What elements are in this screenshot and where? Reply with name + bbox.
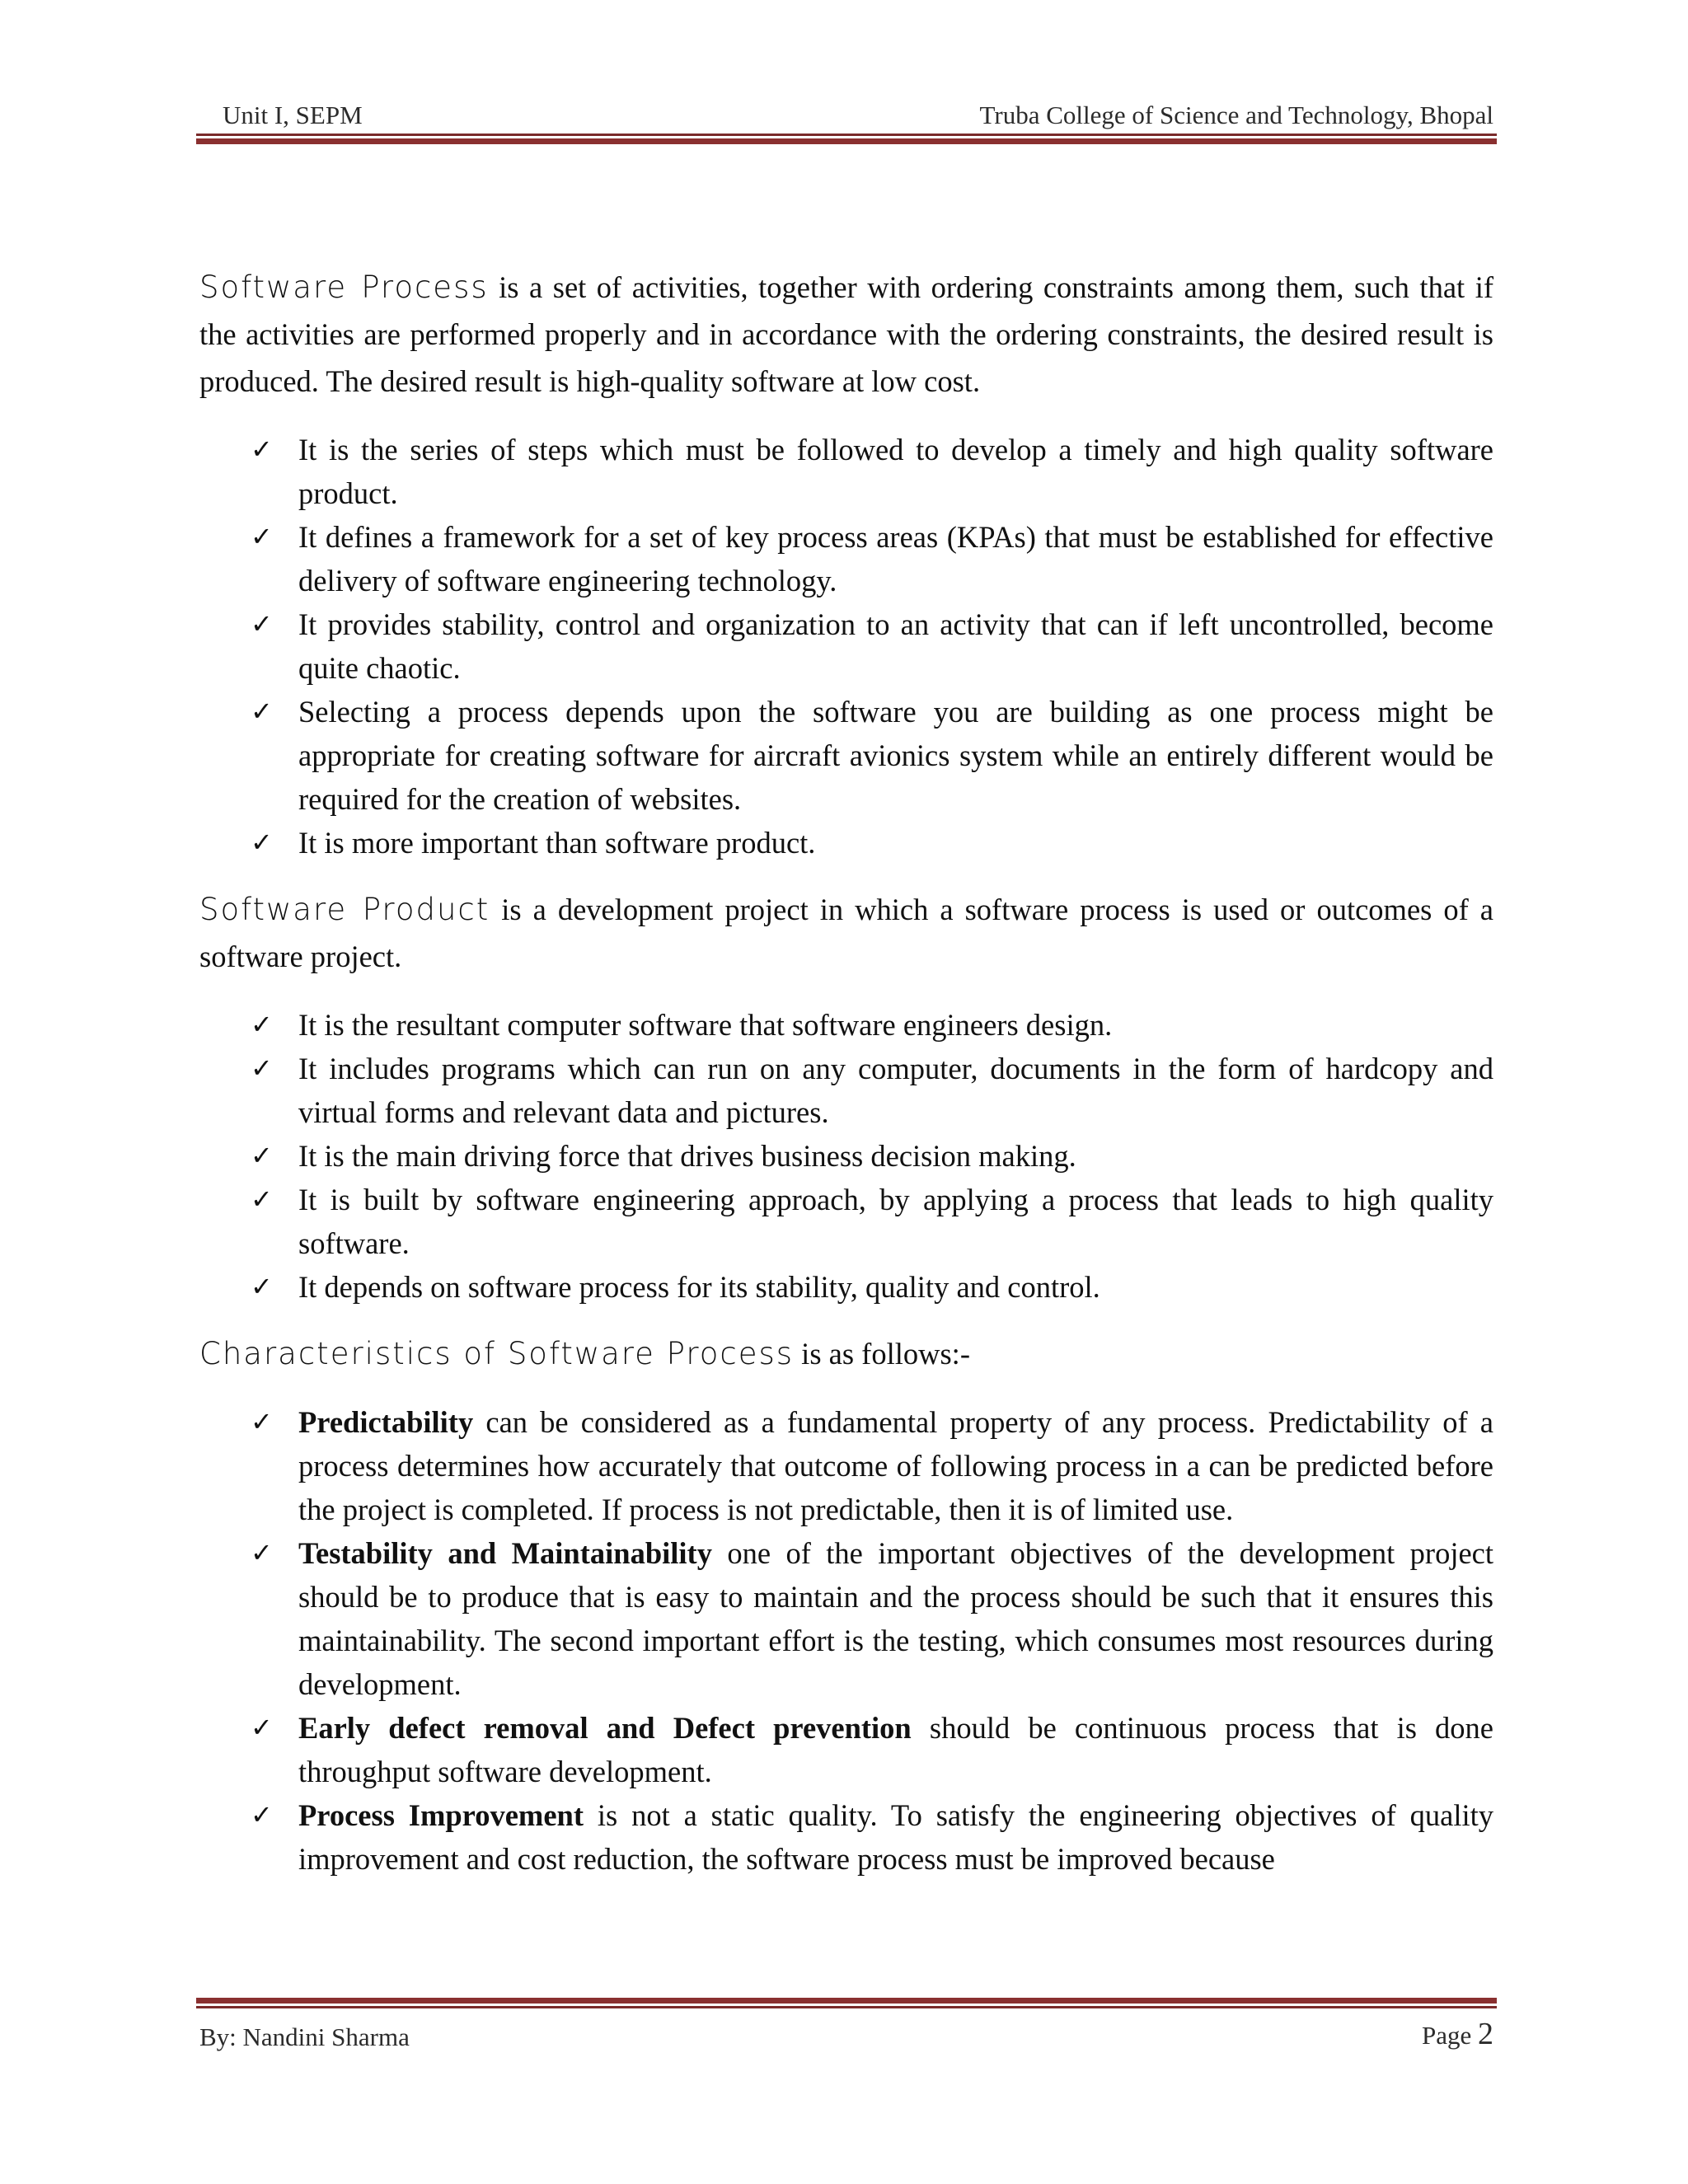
checkmark-icon: ✓ bbox=[251, 1537, 273, 1568]
list-item: ✓ It includes programs which can run on any computer, documents in the form of hardcopy and virtual forms and relevant data and pictures. bbox=[199, 1047, 1493, 1134]
software-process-definition: Software Process is a set of activities, together with ordering constraints among them, such that if the activities are performed properly and in accordance with the ordering constraints, the desired result is produced. The desired result is high-quality software at low cost. bbox=[199, 269, 1493, 398]
list-item: ✓ It depends on software process for its stability, quality and control. bbox=[199, 1265, 1493, 1309]
page-number: Page 2 bbox=[1421, 2017, 1493, 2051]
checkmark-icon: ✓ bbox=[251, 1406, 273, 1437]
checkmark-icon: ✓ bbox=[251, 1799, 273, 1830]
footer-rule bbox=[196, 1998, 1497, 2008]
checkmark-icon: ✓ bbox=[251, 608, 273, 640]
page-content bbox=[199, 264, 1493, 1902]
software-product-bullets bbox=[199, 1003, 1493, 1309]
list-item: ✓ It defines a framework for a set of key process areas (KPAs) that must be established for effective delivery of software engineering technology. bbox=[199, 515, 1493, 602]
footer-author: By: Nandini Sharma bbox=[199, 2022, 410, 2051]
list-item: ✓ It provides stability, control and organization to an activity that can if left uncontrolled, become quite chaotic. bbox=[199, 602, 1493, 690]
page-footer bbox=[199, 2016, 1493, 2052]
header-college: Truba College of Science and Technology, Bhopal bbox=[979, 101, 1493, 129]
list-item: ✓ It is built by software engineering approach, by applying a process that leads to high quality software. bbox=[199, 1178, 1493, 1265]
checkmark-icon: ✓ bbox=[251, 1271, 273, 1302]
list-item: ✓ It is the main driving force that drives business decision making. bbox=[199, 1134, 1493, 1178]
checkmark-icon: ✓ bbox=[251, 696, 273, 727]
list-item: ✓ Process Improvement is not a static quality. To satisfy the engineering objectives of quality improvement and cost reduction, the software process must be improved because bbox=[199, 1793, 1493, 1881]
checkmark-icon: ✓ bbox=[251, 1712, 273, 1743]
header-rule bbox=[196, 134, 1497, 144]
term-software-process: Software Process bbox=[199, 269, 489, 305]
header-unit: Unit I, SEPM bbox=[223, 101, 363, 129]
list-item: ✓ Early defect removal and Defect prevention should be continuous process that is done throughput software development. bbox=[199, 1706, 1493, 1793]
list-item: ✓ Testability and Maintainability one of the important objectives of the development project should be to produce that is easy to maintain and the process should be such that it ensures this maintainability. The second important effort is the testing, which consumes most resources during development. bbox=[199, 1531, 1493, 1706]
software-product-definition: Software Product is a development project in which a software process is used or outcomes of a software project. bbox=[199, 892, 1493, 973]
page-header bbox=[199, 97, 1493, 130]
term-software-product: Software Product bbox=[199, 892, 490, 927]
checkmark-icon: ✓ bbox=[251, 434, 273, 465]
list-item: ✓ It is the resultant computer software that software engineers design. bbox=[199, 1003, 1493, 1047]
term-characteristics: Characteristics of Software Process bbox=[199, 1336, 795, 1371]
list-item: ✓ It is the series of steps which must be followed to develop a timely and high quality software product. bbox=[199, 428, 1493, 515]
characteristics-heading: Characteristics of Software Process is as follows:- bbox=[199, 1336, 970, 1371]
checkmark-icon: ✓ bbox=[251, 521, 273, 552]
software-process-bullets bbox=[199, 428, 1493, 865]
characteristics-bullets bbox=[199, 1400, 1493, 1881]
list-item: ✓ Predictability can be considered as a fundamental property of any process. Predictability of a process determines how accurately that outcome of following process in a can be predicted before the project is completed. If process is not predictable, then it is of limited use. bbox=[199, 1400, 1493, 1531]
checkmark-icon: ✓ bbox=[251, 1009, 273, 1040]
checkmark-icon: ✓ bbox=[251, 1183, 273, 1215]
checkmark-icon: ✓ bbox=[251, 1140, 273, 1171]
list-item: ✓ It is more important than software product. bbox=[199, 821, 1493, 865]
checkmark-icon: ✓ bbox=[251, 827, 273, 858]
checkmark-icon: ✓ bbox=[251, 1052, 273, 1084]
list-item: ✓ Selecting a process depends upon the software you are building as one process might be appropriate for creating software for aircraft avionics system while an entirely different would be required for the creation of websites. bbox=[199, 690, 1493, 821]
